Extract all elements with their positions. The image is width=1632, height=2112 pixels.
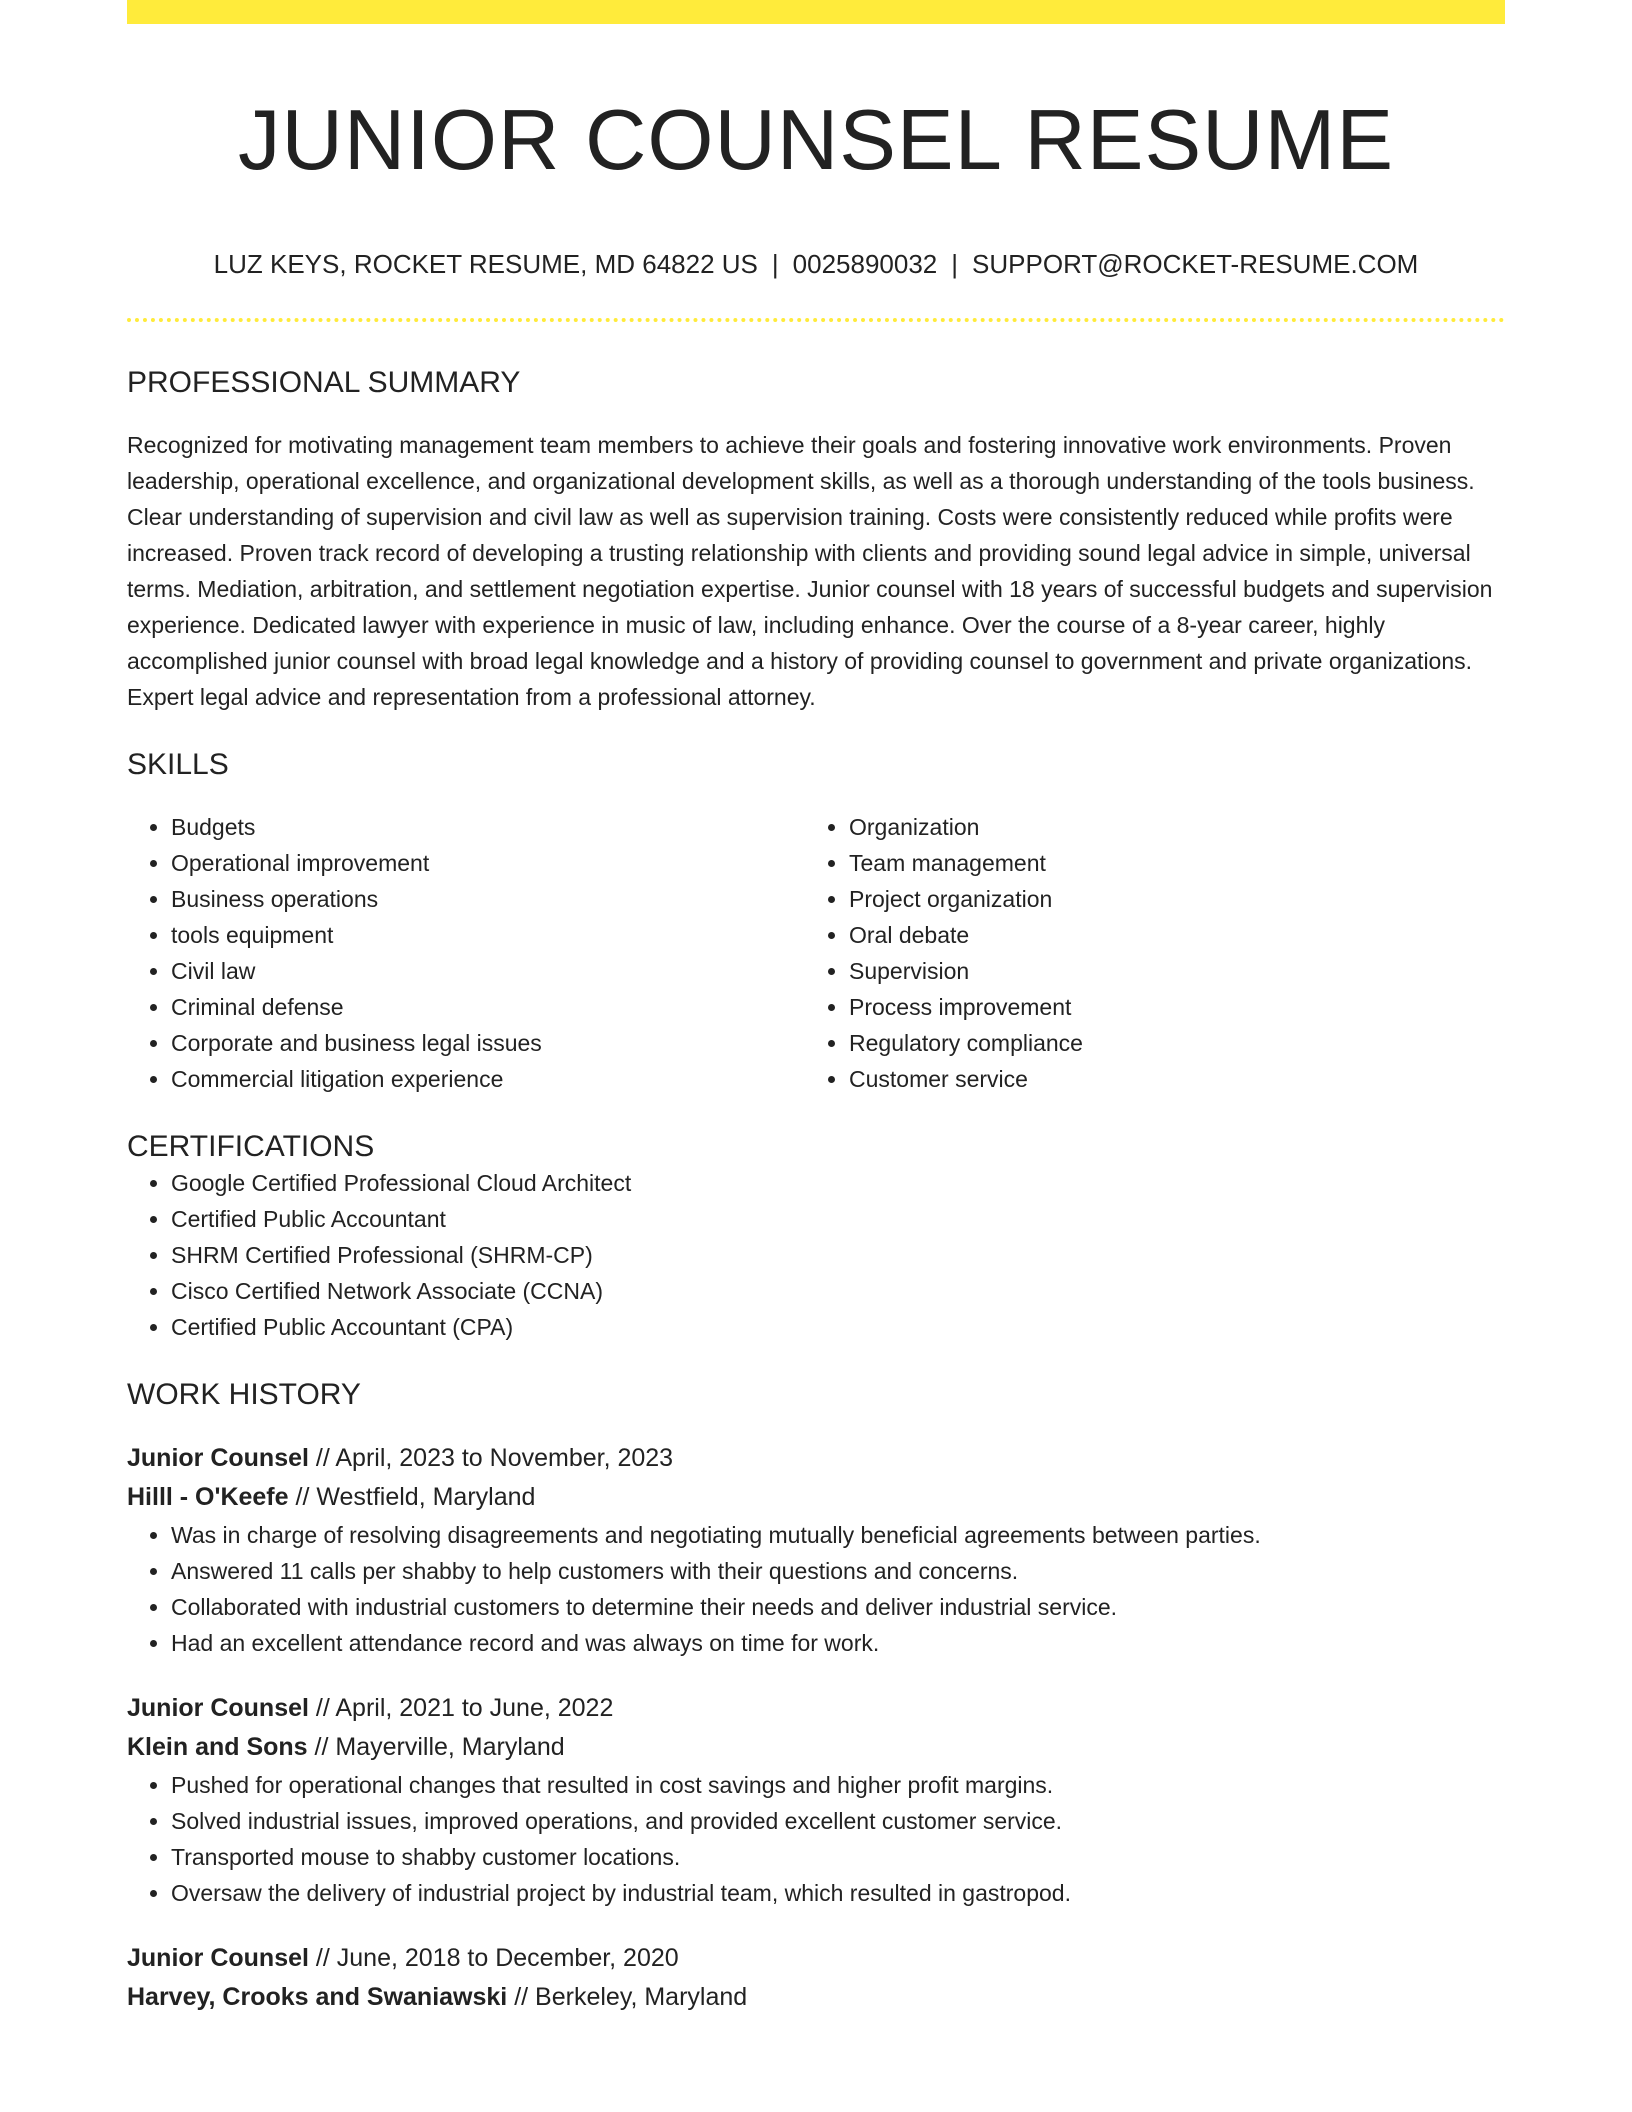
skills-heading: SKILLS: [127, 748, 229, 781]
job-dates: April, 2023 to November, 2023: [335, 1444, 674, 1472]
job-company: Harvey, Crooks and Swaniawski: [127, 1983, 508, 2011]
skill-item: • Supervision: [849, 953, 1483, 989]
job-title-line: [127, 1689, 1505, 1728]
skill-item: • Organization: [849, 809, 1483, 845]
job-dates: April, 2021 to June, 2022: [335, 1694, 614, 1722]
contact-email: SUPPORT@ROCKET-RESUME.COM: [972, 249, 1419, 279]
job-duty: • Was in charge of resolving disagreements and negotiating mutually beneficial agreements between parties.: [171, 1517, 1505, 1553]
skills-grid: [127, 809, 1505, 1097]
skill-item: • Budgets: [171, 809, 805, 845]
work-history-heading: WORK HISTORY: [127, 1378, 361, 1411]
job-separator: //: [288, 1483, 317, 1511]
job-company: Hilll - O'Keefe: [127, 1483, 289, 1511]
skills-column-left: [127, 809, 805, 1097]
job-duty: • Solved industrial issues, improved operations, and provided excellent customer service.: [171, 1803, 1505, 1839]
job-dates: June, 2018 to December, 2020: [336, 1944, 679, 1972]
contact-separator: |: [951, 249, 959, 279]
job-title: Junior Counsel: [127, 1694, 309, 1722]
job-duty: • Pushed for operational changes that resulted in cost savings and higher profit margins.: [171, 1767, 1505, 1803]
skill-item: • Business operations: [171, 881, 805, 917]
job-duty: • Collaborated with industrial customers to determine their needs and deliver industrial service.: [171, 1589, 1505, 1625]
job-title: Junior Counsel: [127, 1944, 309, 1972]
job-separator: //: [308, 1444, 336, 1472]
contact-address: LUZ KEYS, ROCKET RESUME, MD 64822 US: [213, 249, 758, 279]
skill-item: • Project organization: [849, 881, 1483, 917]
skill-item: • Regulatory compliance: [849, 1025, 1483, 1061]
skills-list-left: [127, 809, 805, 1097]
skills-list-right: [805, 809, 1483, 1097]
contact-phone: 0025890032: [792, 249, 938, 279]
job-company: Klein and Sons: [127, 1733, 308, 1761]
certification-item: • Cisco Certified Network Associate (CCNA): [171, 1273, 1505, 1309]
skill-item: • Oral debate: [849, 917, 1483, 953]
certification-item: • Certified Public Accountant (CPA): [171, 1309, 1505, 1345]
job-title: Junior Counsel: [127, 1444, 309, 1472]
job-entry: [127, 1439, 1505, 1661]
job-location: Westfield, Maryland: [316, 1483, 536, 1511]
job-separator: //: [308, 1944, 337, 1972]
skill-item: • Customer service: [849, 1061, 1483, 1097]
job-location: Mayerville, Maryland: [335, 1733, 565, 1761]
dotted-divider: [127, 318, 1505, 322]
job-location: Berkeley, Maryland: [535, 1983, 748, 2011]
job-company-line: [127, 1728, 1505, 1767]
contact-separator: |: [771, 249, 779, 279]
resume-page: [127, 0, 1505, 2017]
certifications-list: [127, 1165, 1505, 1345]
summary-text: Recognized for motivating management team members to achieve their goals and fostering innovative work environments. Proven leadership, operational excellence, and organizational development skills, as well as a thorough understanding of the tools business. Clear understanding of supervision and civil law as well as supervision training. Costs were consistently reduced while profits were increased. Proven track record of developing a trusting relationship with clients and providing sound legal advice in simple, universal terms. Mediation, arbitration, and settlement negotiation expertise. Junior counsel with 18 years of successful budgets and supervision experience. Dedicated lawyer with experience in music of law, including enhance. Over the course of a 8-year career, highly accomplished junior counsel with broad legal knowledge and a history of providing counsel to government and private organizations. Expert legal advice and representation from a professional attorney.: [127, 432, 1493, 710]
job-separator: //: [307, 1733, 336, 1761]
job-duty: • Had an excellent attendance record and was always on time for work.: [171, 1625, 1505, 1661]
job-title-line: [127, 1439, 1505, 1478]
job-duties-list: [127, 1767, 1505, 1911]
skill-item: • Team management: [849, 845, 1483, 881]
job-separator: //: [308, 1694, 336, 1722]
job-company-line: [127, 1978, 1505, 2017]
contact-line: [127, 248, 1505, 280]
job-title-line: [127, 1939, 1505, 1978]
certifications-heading: CERTIFICATIONS: [127, 1130, 375, 1163]
skill-item: • Operational improvement: [171, 845, 805, 881]
skill-item: • Corporate and business legal issues: [171, 1025, 805, 1061]
top-accent-bar: [127, 0, 1505, 24]
summary-heading: PROFESSIONAL SUMMARY: [127, 366, 521, 399]
skill-item: • Civil law: [171, 953, 805, 989]
page-title: JUNIOR COUNSEL RESUME: [237, 93, 1395, 188]
skill-item: • Process improvement: [849, 989, 1483, 1025]
skill-item: • Commercial litigation experience: [171, 1061, 805, 1097]
certification-item: • SHRM Certified Professional (SHRM-CP): [171, 1237, 1505, 1273]
skill-item: • Criminal defense: [171, 989, 805, 1025]
job-duty: • Transported mouse to shabby customer locations.: [171, 1839, 1505, 1875]
job-duties-list: [127, 1517, 1505, 1661]
job-duty: • Answered 11 calls per shabby to help customers with their questions and concerns.: [171, 1553, 1505, 1589]
job-company-line: [127, 1478, 1505, 1517]
skill-item: • tools equipment: [171, 917, 805, 953]
job-entry: [127, 1939, 1505, 2017]
job-entry: [127, 1689, 1505, 1911]
job-separator: //: [507, 1983, 536, 2011]
skills-column-right: [805, 809, 1483, 1097]
job-duty: • Oversaw the delivery of industrial project by industrial team, which resulted in gastropod.: [171, 1875, 1505, 1911]
certification-item: • Google Certified Professional Cloud Architect: [171, 1165, 1505, 1201]
certification-item: • Certified Public Accountant: [171, 1201, 1505, 1237]
